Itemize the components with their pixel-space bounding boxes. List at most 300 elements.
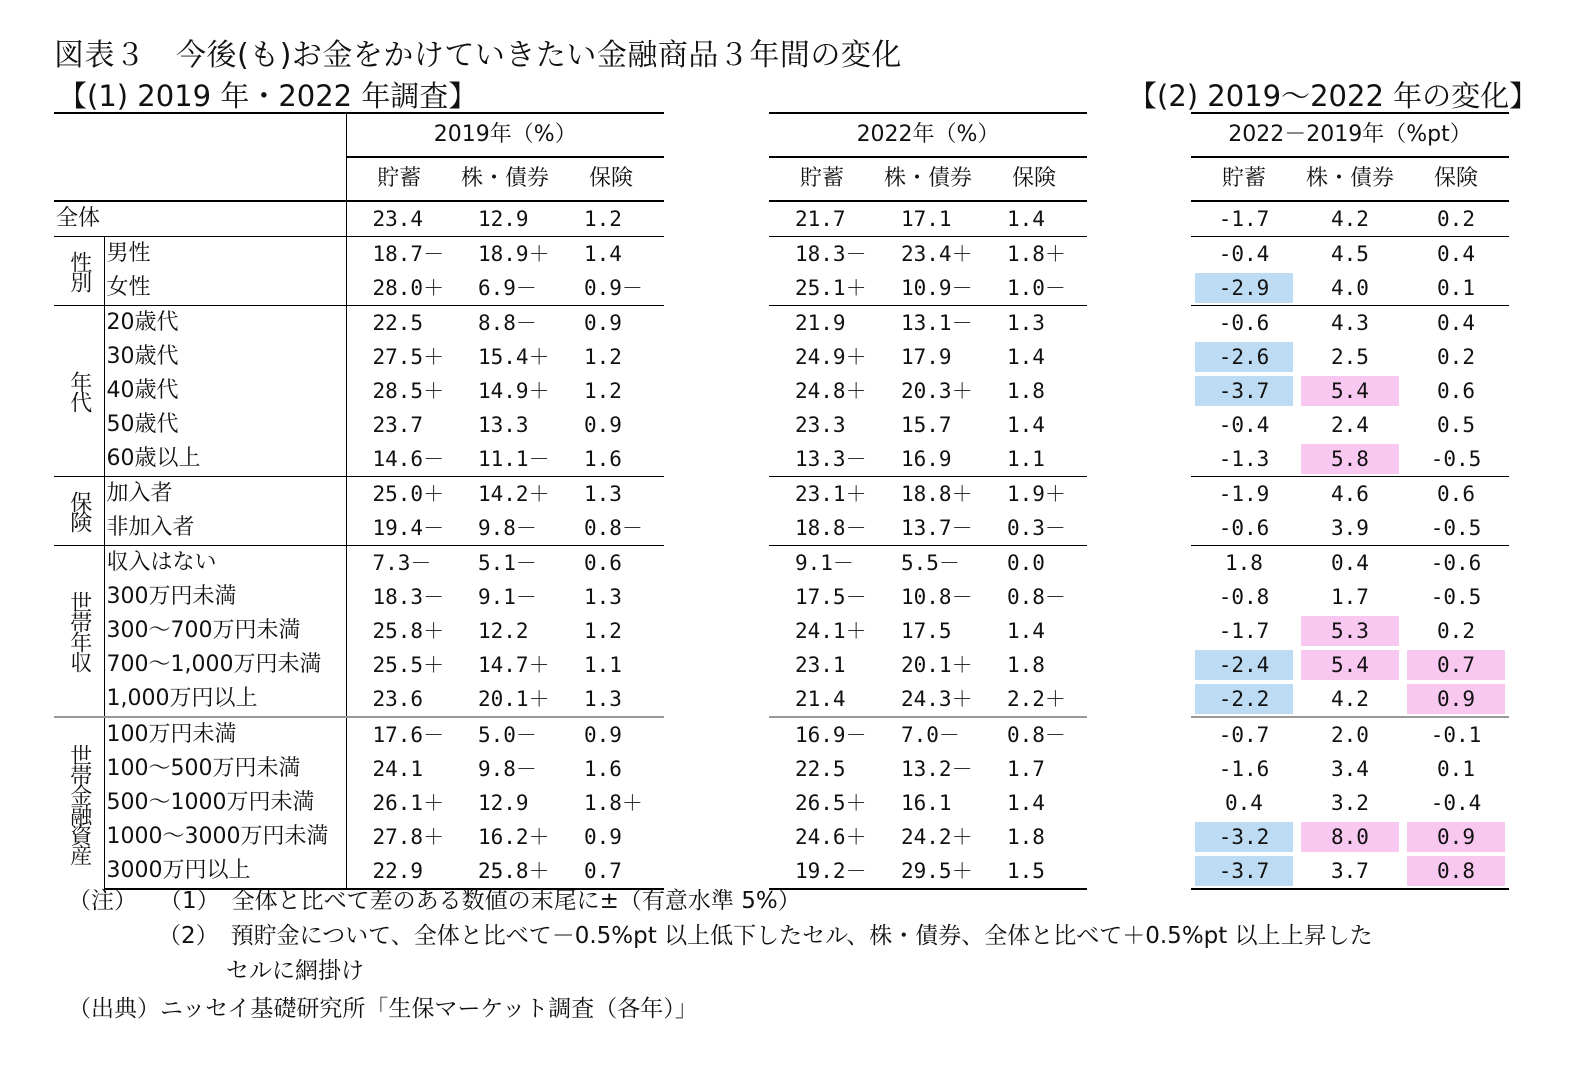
group-label-text: 性別 — [66, 251, 92, 291]
value-2022: 17.5－ — [795, 585, 867, 609]
value-2019: 1.6 — [584, 447, 622, 471]
diff-cell-value: 0.9 — [1407, 684, 1505, 714]
diff-cell-value: -2.6 — [1195, 342, 1293, 372]
value-diff — [1191, 442, 1297, 477]
table-row — [1191, 717, 1509, 752]
value-2019: 1.4 — [558, 237, 664, 272]
notes-label: （注） — [68, 888, 137, 914]
value-2019: 1.3 — [558, 477, 664, 512]
value-2019: 23.7 — [372, 413, 424, 437]
value-2019: 9.8－ — [478, 757, 537, 781]
table-row — [54, 442, 664, 477]
value-2022: 9.1－ — [769, 546, 875, 581]
diff-cell-value: -0.1 — [1430, 723, 1482, 747]
row-label: 60歳以上 — [104, 442, 346, 477]
value-2022: 16.9 — [901, 447, 952, 471]
value-2019: 20.1＋ — [478, 687, 550, 711]
table-row — [54, 511, 664, 546]
header-year: 2019年（%） — [346, 113, 664, 157]
row-label: 50歳代 — [104, 408, 346, 442]
source-note: （出典）ニッセイ基礎研究所「生保マーケット調査（各年）」 — [68, 996, 698, 1022]
value-2022: 17.5 — [901, 619, 952, 643]
table-row — [769, 786, 1087, 820]
diff-cell-value: 3.7 — [1331, 859, 1369, 883]
header-col-1: 株・債券 — [1297, 157, 1403, 201]
value-diff — [1403, 374, 1509, 408]
value-diff — [1297, 614, 1403, 648]
value-diff — [1297, 374, 1403, 408]
value-2019: 1.2 — [584, 207, 622, 231]
row-label: 収入はない — [104, 546, 346, 581]
value-2019: 0.8－ — [584, 516, 643, 540]
table-row — [54, 682, 664, 717]
value-diff — [1297, 682, 1403, 717]
value-2022: 1.4 — [1007, 791, 1045, 815]
diff-cell-value: 0.4 — [1437, 311, 1475, 335]
value-diff — [1403, 820, 1509, 854]
value-2019: 16.2＋ — [478, 825, 550, 849]
table-row — [1191, 580, 1509, 614]
value-diff — [1403, 546, 1509, 581]
diff-cell-value: 5.3 — [1301, 616, 1399, 646]
table-row — [54, 786, 664, 820]
table-row — [54, 201, 664, 237]
diff-cell-value: -1.6 — [1218, 757, 1270, 781]
value-2022: 24.3＋ — [901, 687, 973, 711]
value-2019: 0.6 — [558, 546, 664, 581]
value-diff — [1191, 786, 1297, 820]
value-diff — [1403, 237, 1509, 272]
group-label — [54, 546, 104, 718]
value-2019: 13.3 — [478, 413, 529, 437]
table-row — [54, 648, 664, 682]
value-2019: 12.9 — [478, 791, 529, 815]
table-survey-2022 — [769, 112, 1087, 890]
row-label: 20歳代 — [104, 306, 346, 341]
value-2022: 0.0 — [981, 546, 1087, 581]
note-2-text-cont: セルに網掛け — [226, 958, 364, 984]
table-row — [54, 306, 664, 341]
table-row — [1191, 408, 1509, 442]
note-2-number: （2） — [158, 923, 219, 949]
value-diff — [1297, 820, 1403, 854]
table-row — [769, 717, 1087, 752]
header-blank — [54, 113, 346, 201]
value-2019: 28.0＋ — [372, 276, 445, 300]
diff-cell-value: 0.6 — [1437, 379, 1475, 403]
value-2019: 18.3－ — [372, 585, 445, 609]
value-2019: 23.4 — [372, 207, 424, 231]
diff-cell-value: 0.1 — [1437, 276, 1475, 300]
value-2019: 25.8＋ — [372, 619, 445, 643]
table-row — [1191, 820, 1509, 854]
table-row — [769, 408, 1087, 442]
value-diff — [1297, 340, 1403, 374]
value-2022: 15.7 — [901, 413, 952, 437]
header-year: 2022年（%） — [769, 113, 1087, 157]
value-2022: 19.2－ — [769, 854, 875, 889]
diff-cell-value: 0.8 — [1407, 856, 1505, 886]
value-diff — [1191, 271, 1297, 306]
value-2022: 2.2＋ — [1007, 687, 1066, 711]
diff-cell-value: -2.4 — [1195, 650, 1293, 680]
value-2019: 15.4＋ — [478, 345, 550, 369]
value-diff — [1297, 546, 1403, 581]
value-2022: 13.3－ — [795, 447, 867, 471]
diff-cell-value: 0.2 — [1437, 619, 1475, 643]
diff-cell-value: 0.6 — [1437, 482, 1475, 506]
table-row — [769, 442, 1087, 477]
table-row — [769, 340, 1087, 374]
value-2019: 22.9 — [346, 854, 452, 889]
table-row — [54, 717, 664, 752]
value-diff — [1297, 442, 1403, 477]
value-2022: 13.1－ — [875, 306, 981, 341]
table-row — [54, 374, 664, 408]
value-2019: 1.1 — [584, 653, 622, 677]
row-label: 30歳代 — [104, 340, 346, 374]
value-diff — [1403, 580, 1509, 614]
value-2022: 1.1 — [1007, 447, 1045, 471]
value-2019: 14.6－ — [372, 447, 445, 471]
diff-cell-value: -0.4 — [1430, 791, 1482, 815]
value-2022: 1.4 — [1007, 345, 1045, 369]
diff-cell-value: 0.1 — [1437, 757, 1475, 781]
value-2019: 26.1＋ — [372, 791, 445, 815]
value-diff — [1403, 271, 1509, 306]
table-row — [54, 271, 664, 306]
diff-cell-value: 8.0 — [1301, 822, 1399, 852]
value-diff — [1403, 442, 1509, 477]
diff-cell-value: 0.7 — [1407, 650, 1505, 680]
row-label: 全体 — [54, 201, 346, 237]
value-2019: 5.1－ — [452, 546, 558, 581]
table-row — [769, 580, 1087, 614]
value-2022: 23.1＋ — [769, 477, 875, 512]
header-col-0: 貯蓄 — [1191, 157, 1297, 201]
diff-cell-value: -0.6 — [1218, 311, 1270, 335]
row-label: 非加入者 — [104, 511, 346, 546]
value-2019: 12.2 — [478, 619, 529, 643]
diff-cell-value: 0.5 — [1437, 413, 1475, 437]
value-2022: 7.0－ — [875, 717, 981, 752]
value-2019: 17.6－ — [346, 717, 452, 752]
value-diff — [1191, 682, 1297, 717]
row-label: 3000万円以上 — [104, 854, 346, 889]
value-2019: 7.3－ — [346, 546, 452, 581]
value-2019: 14.2＋ — [452, 477, 558, 512]
subtitle-left: 【(1) 2019 年・2022 年調査】 — [58, 79, 478, 113]
row-label: 1000～3000万円未満 — [104, 820, 346, 854]
value-2022: 1.4 — [1007, 619, 1045, 643]
diff-cell-value: -1.9 — [1218, 482, 1270, 506]
table-row — [1191, 271, 1509, 306]
diff-cell-value: 5.4 — [1301, 376, 1399, 406]
value-diff — [1403, 477, 1509, 512]
table-row — [769, 201, 1087, 237]
diff-cell-value: -0.5 — [1430, 585, 1482, 609]
diff-cell-value: -0.6 — [1218, 516, 1270, 540]
table-row — [769, 546, 1087, 581]
header-col-2: 保険 — [981, 157, 1087, 201]
value-diff — [1403, 408, 1509, 442]
row-label: 男性 — [104, 237, 346, 272]
table-row — [1191, 511, 1509, 546]
diff-cell-value: 5.8 — [1301, 444, 1399, 474]
diff-cell-value: 3.2 — [1331, 791, 1369, 815]
value-2019: 1.3 — [584, 585, 622, 609]
diff-cell-value: -0.4 — [1218, 413, 1270, 437]
diff-cell-value: 1.8 — [1225, 551, 1263, 575]
table-row — [769, 271, 1087, 306]
table-row — [1191, 340, 1509, 374]
table-row — [769, 374, 1087, 408]
table-row — [1191, 648, 1509, 682]
header-year: 2022－2019年（%pt） — [1191, 113, 1509, 157]
value-2019: 24.1 — [372, 757, 424, 781]
table-row — [769, 648, 1087, 682]
value-diff — [1297, 201, 1403, 237]
diff-cell-value: -0.7 — [1218, 723, 1270, 747]
value-2022: 22.5 — [795, 757, 846, 781]
row-label: 100万円未満 — [104, 717, 346, 752]
value-2019: 8.8－ — [452, 306, 558, 341]
group-label-text: 保険 — [66, 491, 92, 531]
value-diff — [1191, 477, 1297, 512]
diff-cell-value: 5.4 — [1301, 650, 1399, 680]
value-2022: 23.4＋ — [875, 237, 981, 272]
value-diff — [1403, 511, 1509, 546]
value-diff — [1403, 682, 1509, 717]
group-label — [54, 477, 104, 546]
value-2019: 11.1－ — [478, 447, 550, 471]
value-2022: 18.3－ — [769, 237, 875, 272]
value-diff — [1191, 752, 1297, 786]
value-2019: 1.8＋ — [584, 791, 643, 815]
table-row — [54, 752, 664, 786]
value-2022: 21.7 — [795, 207, 846, 231]
diff-cell-value: -1.3 — [1218, 447, 1270, 471]
row-label: 女性 — [104, 271, 346, 306]
group-label-text: 世帯金融資産 — [66, 743, 92, 864]
diff-cell-value: -3.2 — [1195, 822, 1293, 852]
value-2019: 1.6 — [584, 757, 622, 781]
header-col-2: 保険 — [558, 157, 664, 201]
table-row — [769, 682, 1087, 717]
row-label: 700～1,000万円未満 — [104, 648, 346, 682]
diff-cell-value: 1.7 — [1331, 585, 1369, 609]
value-diff — [1191, 306, 1297, 341]
value-2019: 0.9 — [558, 306, 664, 341]
header-col-1: 株・債券 — [452, 157, 558, 201]
diff-cell-value: 2.0 — [1331, 723, 1369, 747]
table-row — [54, 340, 664, 374]
value-diff — [1403, 340, 1509, 374]
table-row — [769, 306, 1087, 341]
header-col-0: 貯蓄 — [769, 157, 875, 201]
row-label: 300～700万円未満 — [104, 614, 346, 648]
table-row — [54, 477, 664, 512]
value-diff — [1191, 648, 1297, 682]
table-row — [54, 408, 664, 442]
diff-cell-value: -3.7 — [1195, 856, 1293, 886]
figure-title: 図表３ 今後(も)お金をかけていきたい金融商品３年間の変化 — [54, 38, 902, 73]
header-col-1: 株・債券 — [875, 157, 981, 201]
value-2019: 9.8－ — [478, 516, 537, 540]
value-diff — [1403, 854, 1509, 889]
table-row — [769, 752, 1087, 786]
group-label — [54, 237, 104, 306]
row-label: 500～1000万円未満 — [104, 786, 346, 820]
header-col-0: 貯蓄 — [346, 157, 452, 201]
value-2019: 28.5＋ — [372, 379, 445, 403]
value-diff — [1191, 340, 1297, 374]
diff-cell-value: -0.6 — [1430, 551, 1482, 575]
value-2022: 5.5－ — [875, 546, 981, 581]
value-2022: 24.8＋ — [795, 379, 867, 403]
table-row — [769, 820, 1087, 854]
diff-cell-value: 4.2 — [1331, 207, 1369, 231]
subtitle-right: 【(2) 2019～2022 年の変化】 — [1128, 79, 1539, 113]
diff-cell-value: -1.7 — [1218, 619, 1270, 643]
table-row — [769, 511, 1087, 546]
value-2022: 0.8－ — [981, 717, 1087, 752]
value-2022: 24.9＋ — [795, 345, 867, 369]
note-1-number: （1） — [159, 888, 220, 914]
value-2019: 1.2 — [584, 379, 622, 403]
diff-cell-value: -0.5 — [1430, 447, 1482, 471]
header-col-2: 保険 — [1403, 157, 1509, 201]
value-diff — [1403, 752, 1509, 786]
value-2022: 13.2－ — [901, 757, 973, 781]
value-2022: 18.8＋ — [875, 477, 981, 512]
diff-cell-value: 3.4 — [1331, 757, 1369, 781]
value-diff — [1191, 820, 1297, 854]
row-label: 加入者 — [104, 477, 346, 512]
value-diff — [1403, 648, 1509, 682]
value-diff — [1191, 237, 1297, 272]
table-row — [1191, 752, 1509, 786]
table-row — [1191, 546, 1509, 581]
value-2019: 23.6 — [372, 687, 424, 711]
diff-cell-value: 2.4 — [1331, 413, 1369, 437]
value-2019: 1.2 — [584, 345, 622, 369]
value-2019: 0.9 — [584, 825, 622, 849]
value-diff — [1297, 580, 1403, 614]
table-row — [1191, 306, 1509, 341]
value-2019: 18.7－ — [346, 237, 452, 272]
value-diff — [1191, 408, 1297, 442]
value-2019: 6.9－ — [478, 276, 537, 300]
value-diff — [1297, 408, 1403, 442]
diff-cell-value: 0.4 — [1225, 791, 1263, 815]
value-2022: 0.3－ — [1007, 516, 1066, 540]
table-row — [1191, 786, 1509, 820]
value-2022: 18.8－ — [795, 516, 867, 540]
value-2019: 25.0＋ — [346, 477, 452, 512]
value-diff — [1297, 648, 1403, 682]
value-2019: 19.4－ — [372, 516, 445, 540]
diff-cell-value: 4.0 — [1331, 276, 1369, 300]
value-2019: 25.8＋ — [452, 854, 558, 889]
value-2019: 1.2 — [584, 619, 622, 643]
value-2022: 17.9 — [901, 345, 952, 369]
diff-cell-value: 0.9 — [1407, 822, 1505, 852]
value-2022: 29.5＋ — [875, 854, 981, 889]
value-diff — [1191, 511, 1297, 546]
table-row — [1191, 374, 1509, 408]
value-2019: 1.3 — [584, 687, 622, 711]
value-2022: 17.1 — [901, 207, 952, 231]
value-2022: 23.1 — [795, 653, 846, 677]
value-diff — [1403, 306, 1509, 341]
group-label-text: 世帯年収 — [66, 591, 92, 671]
value-diff — [1297, 306, 1403, 341]
table-row — [54, 580, 664, 614]
table-change-2019-2022 — [1191, 112, 1509, 890]
value-diff — [1191, 717, 1297, 752]
value-2019: 9.1－ — [478, 585, 537, 609]
table-row — [1191, 682, 1509, 717]
value-2022: 1.9＋ — [981, 477, 1087, 512]
table-row — [769, 237, 1087, 272]
value-diff — [1403, 786, 1509, 820]
diff-cell-value: 0.4 — [1331, 551, 1369, 575]
value-2019: 14.7＋ — [478, 653, 550, 677]
value-2022: 24.1＋ — [795, 619, 867, 643]
value-diff — [1403, 614, 1509, 648]
group-label — [54, 717, 104, 889]
diff-cell-value: 3.9 — [1331, 516, 1369, 540]
value-2019: 14.9＋ — [478, 379, 550, 403]
value-diff — [1191, 546, 1297, 581]
value-2022: 1.0－ — [1007, 276, 1066, 300]
table-row — [1191, 442, 1509, 477]
value-2019: 5.0－ — [452, 717, 558, 752]
table-row — [54, 614, 664, 648]
table-row — [1191, 614, 1509, 648]
value-diff — [1191, 614, 1297, 648]
value-2022: 16.9－ — [769, 717, 875, 752]
value-2019: 0.9 — [584, 413, 622, 437]
value-2022: 1.3 — [981, 306, 1087, 341]
diff-cell-value: 2.5 — [1331, 345, 1369, 369]
diff-cell-value: -2.2 — [1195, 684, 1293, 714]
value-2019: 22.5 — [346, 306, 452, 341]
value-2022: 1.8 — [1007, 379, 1045, 403]
value-2022: 1.7 — [1007, 757, 1045, 781]
value-2022: 21.9 — [769, 306, 875, 341]
value-2019: 0.7 — [558, 854, 664, 889]
notes — [68, 884, 1373, 989]
value-2019: 27.8＋ — [372, 825, 445, 849]
diff-cell-value: -3.7 — [1195, 376, 1293, 406]
table-row — [1191, 237, 1509, 272]
value-2022: 1.5 — [981, 854, 1087, 889]
value-diff — [1191, 201, 1297, 237]
row-label: 40歳代 — [104, 374, 346, 408]
value-2022: 10.8－ — [901, 585, 973, 609]
value-2019: 27.5＋ — [372, 345, 445, 369]
value-2022: 24.2＋ — [901, 825, 973, 849]
diff-cell-value: 0.2 — [1437, 207, 1475, 231]
value-diff — [1297, 752, 1403, 786]
table-row — [54, 820, 664, 854]
table-row — [769, 477, 1087, 512]
diff-cell-value: 4.6 — [1331, 482, 1369, 506]
value-2022: 10.9－ — [901, 276, 973, 300]
value-diff — [1297, 786, 1403, 820]
